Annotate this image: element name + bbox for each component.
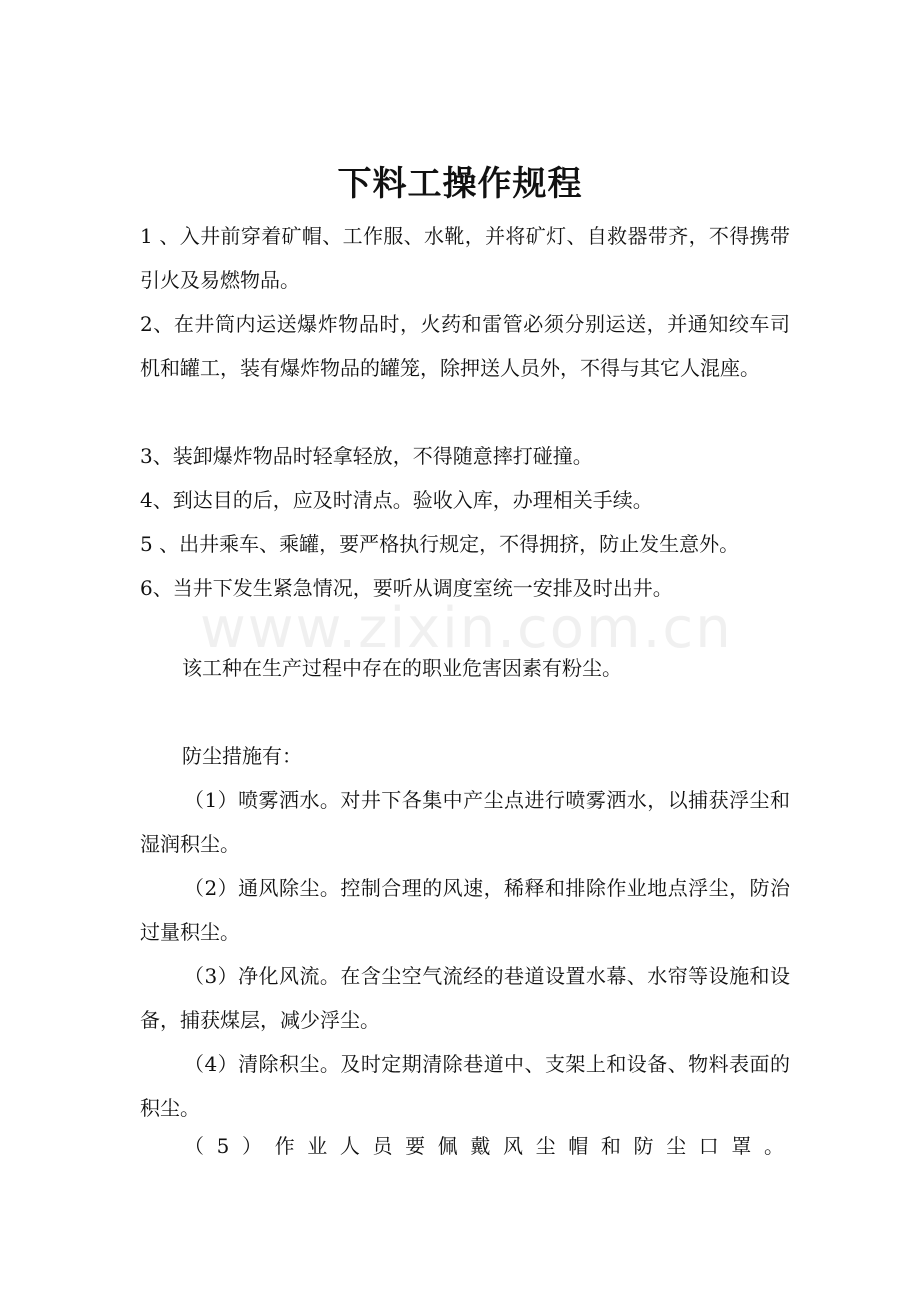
char: 人 (339, 1134, 360, 1158)
char: 业 (307, 1134, 328, 1158)
char: 尘 (535, 1134, 556, 1158)
rule-paragraph-1: 1 、入井前穿着矿帽、工作服、水靴，并将矿灯、自救器带齐，不得携带引火及易燃物品。 (140, 224, 790, 292)
char: 和 (600, 1134, 621, 1158)
measure-paragraph-2: （2）通风除尘。控制合理的风速，稀释和排除作业地点浮尘，防治过量积尘。 (140, 876, 790, 944)
char: 。 (763, 1134, 784, 1158)
rule-paragraph-4: 4、到达目的后，应及时清点。验收入库，办理相关手续。 (140, 488, 653, 512)
measure-paragraph-1: （1）喷雾洒水。对井下各集中产尘点进行喷雾洒水，以捕获浮尘和湿润积尘。 (140, 788, 790, 856)
char: （ (184, 1134, 204, 1158)
measure-paragraph-5-justified (184, 1124, 784, 1168)
rule-paragraph-6: 6、当井下发生紧急情况，要听从调度室统一安排及时出井。 (140, 576, 673, 600)
char: 口 (698, 1134, 719, 1158)
char: 风 (502, 1134, 523, 1158)
rule-paragraph-2: 2、在井筒内运送爆炸物品时，火药和雷管必须分别运送，并通知绞车司机和罐工，装有爆炸物品的罐笼，除押送人员外，不得与其它人混座。 (140, 312, 790, 380)
char: ） (241, 1134, 262, 1158)
char: 作 (274, 1134, 295, 1158)
char: 要 (405, 1134, 426, 1158)
watermark: www.zixin.com.cn (200, 596, 733, 661)
char: 罩 (731, 1134, 752, 1158)
page-title: 下料工操作规程 (337, 164, 583, 204)
char: 帽 (568, 1134, 589, 1158)
char: 员 (372, 1134, 393, 1158)
char: 佩 (437, 1134, 458, 1158)
char: 防 (633, 1134, 654, 1158)
char: 5 (216, 1134, 230, 1158)
hazard-statement: 该工种在生产过程中存在的职业危害因素有粉尘。 (182, 656, 622, 680)
char: 尘 (666, 1134, 687, 1158)
measure-paragraph-4: （4）清除积尘。及时定期清除巷道中、支架上和设备、物料表面的积尘。 (140, 1052, 790, 1120)
char: 戴 (470, 1134, 491, 1158)
rule-paragraph-3: 3、装卸爆炸物品时轻拿轻放，不得随意摔打碰撞。 (140, 444, 593, 468)
measures-heading: 防尘措施有： (182, 744, 302, 768)
rule-paragraph-5: 5 、出井乘车、乘罐，要严格执行规定，不得拥挤，防止发生意外。 (140, 532, 740, 556)
measure-paragraph-3: （3）净化风流。在含尘空气流经的巷道设置水幕、水帘等设施和设备，捕获煤层，减少浮尘。 (140, 964, 790, 1032)
